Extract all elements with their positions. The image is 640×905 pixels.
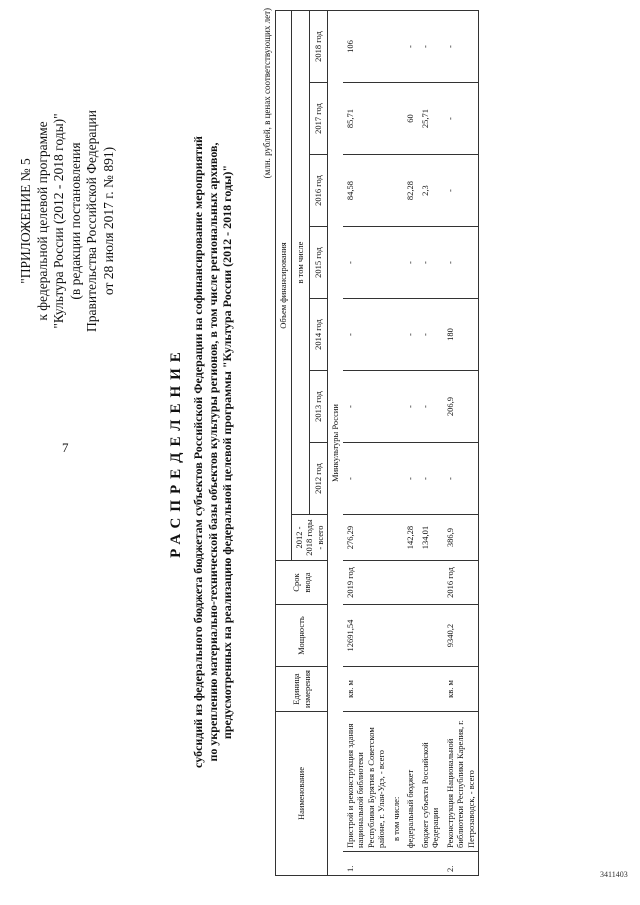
- cell-2015: -: [443, 227, 479, 299]
- document-title: [168, 72, 235, 832]
- cell-2014: 180: [443, 299, 479, 371]
- appendix-line: от 28 июля 2017 г. № 891): [100, 146, 116, 296]
- header-total: 2012 - 2018 годы - всего: [291, 515, 328, 561]
- appendix-line: (в редакции постановления: [67, 142, 83, 300]
- cell-2017: 85,71: [343, 83, 389, 155]
- header-unit: Единица измерения: [276, 667, 328, 712]
- cell-2012: -: [443, 443, 479, 515]
- cell-2013: -: [418, 371, 443, 443]
- title-main: РАСПРЕДЕЛЕНИЕ: [168, 346, 184, 558]
- row-name: Пристрой и реконструкция здания национальной библиотеки Республики Бурятия в Советском районе, г. Улан-Удэ, - всего: [343, 712, 389, 852]
- header-year: 2016 год: [309, 155, 327, 227]
- cell-2018: -: [418, 11, 443, 83]
- cell-2015: -: [343, 227, 389, 299]
- funding-table: [275, 10, 479, 876]
- header-year: 2017 год: [309, 83, 327, 155]
- header-year: 2014 год: [309, 299, 327, 371]
- table-row: [418, 11, 443, 876]
- header-capacity: Мощность: [276, 605, 328, 667]
- header-funding: Объем финансирования: [276, 11, 292, 561]
- ministry-row: [328, 11, 343, 876]
- rotated-sheet: [0, 2, 640, 902]
- cell-2016: 84,58: [343, 155, 389, 227]
- cell-2016: -: [443, 155, 479, 227]
- title-line: по укреплению материально-технической базы объектов культуры регионов, в том числе региональных архивов,: [205, 142, 220, 762]
- cell-2013: 206,9: [443, 371, 479, 443]
- table-row: [403, 11, 418, 876]
- cell-2013: -: [403, 371, 418, 443]
- cell-2015: -: [403, 227, 418, 299]
- cell-2014: -: [418, 299, 443, 371]
- cell-2017: 25,71: [418, 83, 443, 155]
- table-row: [389, 11, 404, 876]
- row-name: федеральный бюджет: [403, 712, 418, 852]
- header-year: 2015 год: [309, 227, 327, 299]
- cell-2016: 82,28: [403, 155, 418, 227]
- cell-2012: -: [403, 443, 418, 515]
- page-number: 7: [62, 440, 69, 455]
- header-term: Срок ввода: [276, 561, 328, 605]
- row-name: Реконструкция Национальной библиотеки Республики Карелия, г. Петрозаводск, - всего: [443, 712, 479, 852]
- title-line: предусмотренных на реализацию федеральной целевой программы "Культура России (2012 - 2018 годы)": [220, 164, 234, 740]
- row-total: 142,28: [403, 515, 418, 561]
- row-name: бюджет субъекта Российской Федерации: [418, 712, 443, 852]
- row-total: 276,29: [343, 515, 389, 561]
- ministry-label: Минкультуры России: [328, 11, 343, 876]
- row-total: 386,9: [443, 515, 479, 561]
- cell-2018: -: [443, 11, 479, 83]
- row-number: 1.: [343, 852, 389, 876]
- cell-2014: -: [343, 299, 389, 371]
- header-year: 2012 год: [309, 443, 327, 515]
- cell-2013: -: [343, 371, 389, 443]
- header-name: Наименование: [276, 712, 328, 876]
- row-capacity: 9340,2: [443, 605, 479, 667]
- cell-2015: -: [418, 227, 443, 299]
- row-term: 2016 год: [443, 561, 479, 605]
- cell-2018: 106: [343, 11, 389, 83]
- row-number: 2.: [443, 852, 479, 876]
- cell-2012: -: [343, 443, 389, 515]
- table-row: [343, 11, 389, 876]
- header-year: 2018 год: [309, 11, 327, 83]
- units-note: (млн. рублей, в ценах соответствующих лет): [262, 8, 272, 179]
- cell-2014: -: [403, 299, 418, 371]
- appendix-header: [18, 26, 117, 416]
- row-unit: кв. м: [343, 667, 389, 712]
- incl-label: в том числе:: [389, 712, 404, 852]
- row-total: 134,01: [418, 515, 443, 561]
- title-line: субсидий из федерального бюджета бюджетам субъектов Российской Федерации на софинансирование мероприятий: [191, 136, 205, 768]
- cell-2017: -: [443, 83, 479, 155]
- row-unit: кв. м: [443, 667, 479, 712]
- document-code: 3411403: [600, 870, 628, 879]
- appendix-line: "ПРИЛОЖЕНИЕ № 5: [18, 158, 33, 284]
- cell-2016: 2,3: [418, 155, 443, 227]
- row-capacity: 12691,54: [343, 605, 389, 667]
- appendix-line: к федеральной целевой программе: [34, 121, 50, 321]
- appendix-line: "Культура России (2012 - 2018 годы)": [51, 113, 66, 329]
- row-term: 2019 год: [343, 561, 389, 605]
- cell-2012: -: [418, 443, 443, 515]
- appendix-line: Правительства Российской Федерации: [84, 110, 99, 332]
- header-incl: в том числе: [291, 11, 309, 515]
- header-year: 2013 год: [309, 371, 327, 443]
- cell-2018: -: [403, 11, 418, 83]
- table-row: [443, 11, 479, 876]
- cell-2017: 60: [403, 83, 418, 155]
